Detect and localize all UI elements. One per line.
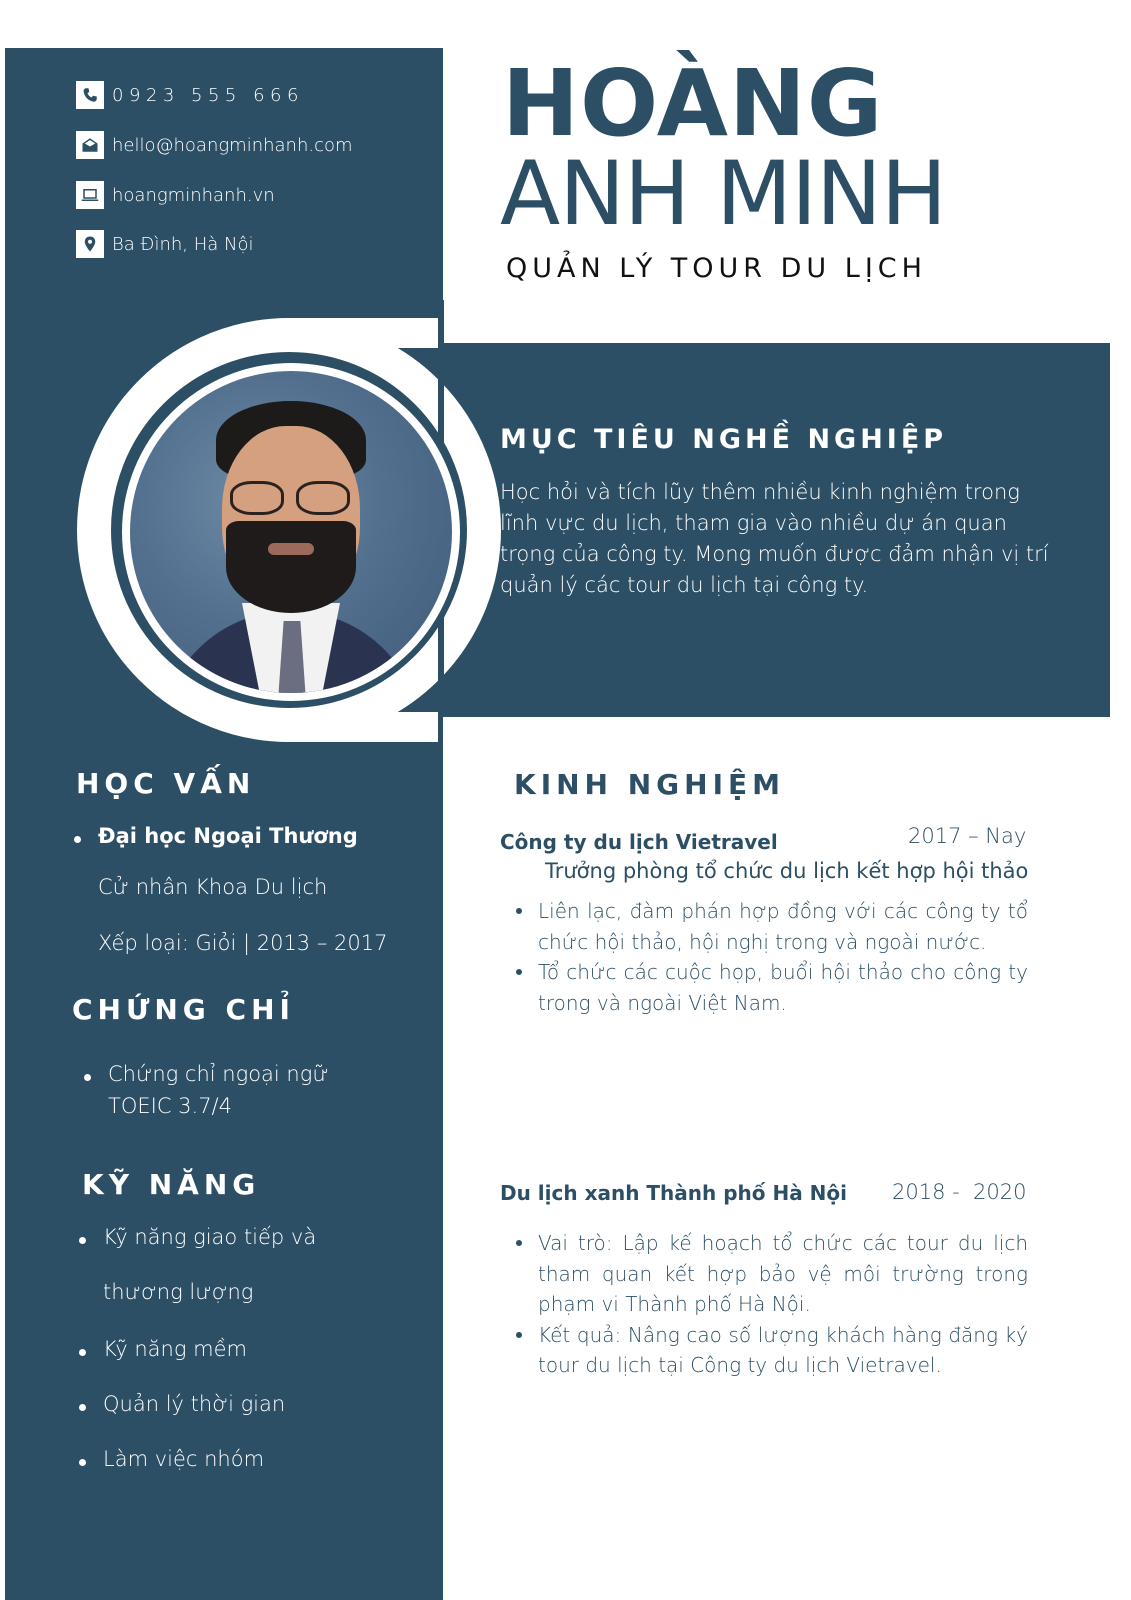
job-company: Du lịch xanh Thành phố Hà Nội bbox=[500, 1181, 848, 1205]
job-bullets bbox=[538, 896, 1028, 1018]
job-company: Công ty du lịch Vietravel bbox=[500, 830, 778, 854]
name-line-2: ANH MINH bbox=[500, 142, 947, 245]
education-school: Đại học Ngoại Thương bbox=[98, 824, 358, 848]
phone-text: 0923 555 666 bbox=[112, 84, 304, 106]
skill-item: Quản lý thời gian bbox=[103, 1392, 286, 1416]
envelope-icon bbox=[76, 131, 104, 159]
skill-item: Kỹ năng mềm bbox=[103, 1337, 247, 1361]
contact-email bbox=[76, 131, 353, 159]
job-title: QUẢN LÝ TOUR DU LỊCH bbox=[506, 253, 927, 284]
certificate-line-2: TOEIC 3.7/4 bbox=[108, 1094, 232, 1118]
job-position: Trưởng phòng tổ chức du lịch kết hợp hội thảo bbox=[545, 859, 1029, 883]
website-text: hoangminhanh.vn bbox=[112, 184, 275, 206]
name-line-1: HOÀNG bbox=[502, 50, 884, 157]
email-text: hello@hoangminhanh.com bbox=[112, 134, 353, 156]
decorative-bar-top bbox=[289, 318, 438, 348]
address-text: Ba Đình, Hà Nội bbox=[112, 233, 254, 255]
job-bullet: Liên lạc, đàm phán hợp đồng với các công ty tổ chức hội thảo, hội nghị trong và ngoài nước. bbox=[538, 896, 1028, 957]
laptop-icon bbox=[76, 181, 104, 209]
certificates-heading: CHỨNG CHỈ bbox=[72, 993, 295, 1026]
certificate-line-1: Chứng chỉ ngoại ngữ bbox=[108, 1062, 329, 1086]
job-bullet: Kết quả: Nâng cao số lượng khách hàng đăng ký tour du lịch tại Công ty du lịch Vietravel. bbox=[538, 1320, 1028, 1381]
contact-address bbox=[76, 230, 254, 258]
job-period: 2017 – Nay bbox=[908, 824, 1027, 848]
skill-item-continued: thương lượng bbox=[103, 1280, 254, 1304]
job-bullets bbox=[538, 1228, 1028, 1381]
contact-phone bbox=[76, 81, 304, 109]
profile-photo-frame bbox=[122, 363, 460, 701]
experience-heading: KINH NGHIỆM bbox=[514, 768, 785, 801]
job-bullet: Tổ chức các cuộc họp, buổi hội thảo cho công ty trong và ngoài Việt Nam. bbox=[538, 957, 1028, 1018]
map-pin-icon bbox=[76, 230, 104, 258]
education-heading: HỌC VẤN bbox=[76, 767, 256, 800]
profile-photo bbox=[130, 371, 452, 693]
objective-heading: MỤC TIÊU NGHỀ NGHIỆP bbox=[500, 424, 948, 455]
skills-heading: KỸ NĂNG bbox=[82, 1168, 261, 1201]
job-period: 2018 - 2020 bbox=[892, 1180, 1027, 1204]
skill-item: Làm việc nhóm bbox=[103, 1447, 265, 1471]
decorative-bar-bottom bbox=[289, 712, 438, 742]
job-bullet: Vai trò: Lập kế hoạch tổ chức các tour du lịch tham quan kết hợp bảo vệ môi trường trong phạm vi Thành phố Hà Nội. bbox=[538, 1228, 1028, 1320]
skill-item: Kỹ năng giao tiếp và bbox=[103, 1225, 317, 1249]
phone-icon bbox=[76, 81, 104, 109]
objective-text: Học hỏi và tích lũy thêm nhiều kinh nghiệm trong lĩnh vực du lịch, tham gia vào nhiều dự án quan trọng của công ty. Mong muốn được đảm nhận vị trí quản lý các tour du lịch tại công ty. bbox=[500, 480, 1049, 597]
education-degree: Cử nhân Khoa Du lịch bbox=[98, 875, 328, 899]
education-grade: Xếp loại: Giỏi | 2013 – 2017 bbox=[98, 931, 388, 955]
ring-clip-top bbox=[438, 300, 444, 343]
contact-website bbox=[76, 181, 275, 209]
